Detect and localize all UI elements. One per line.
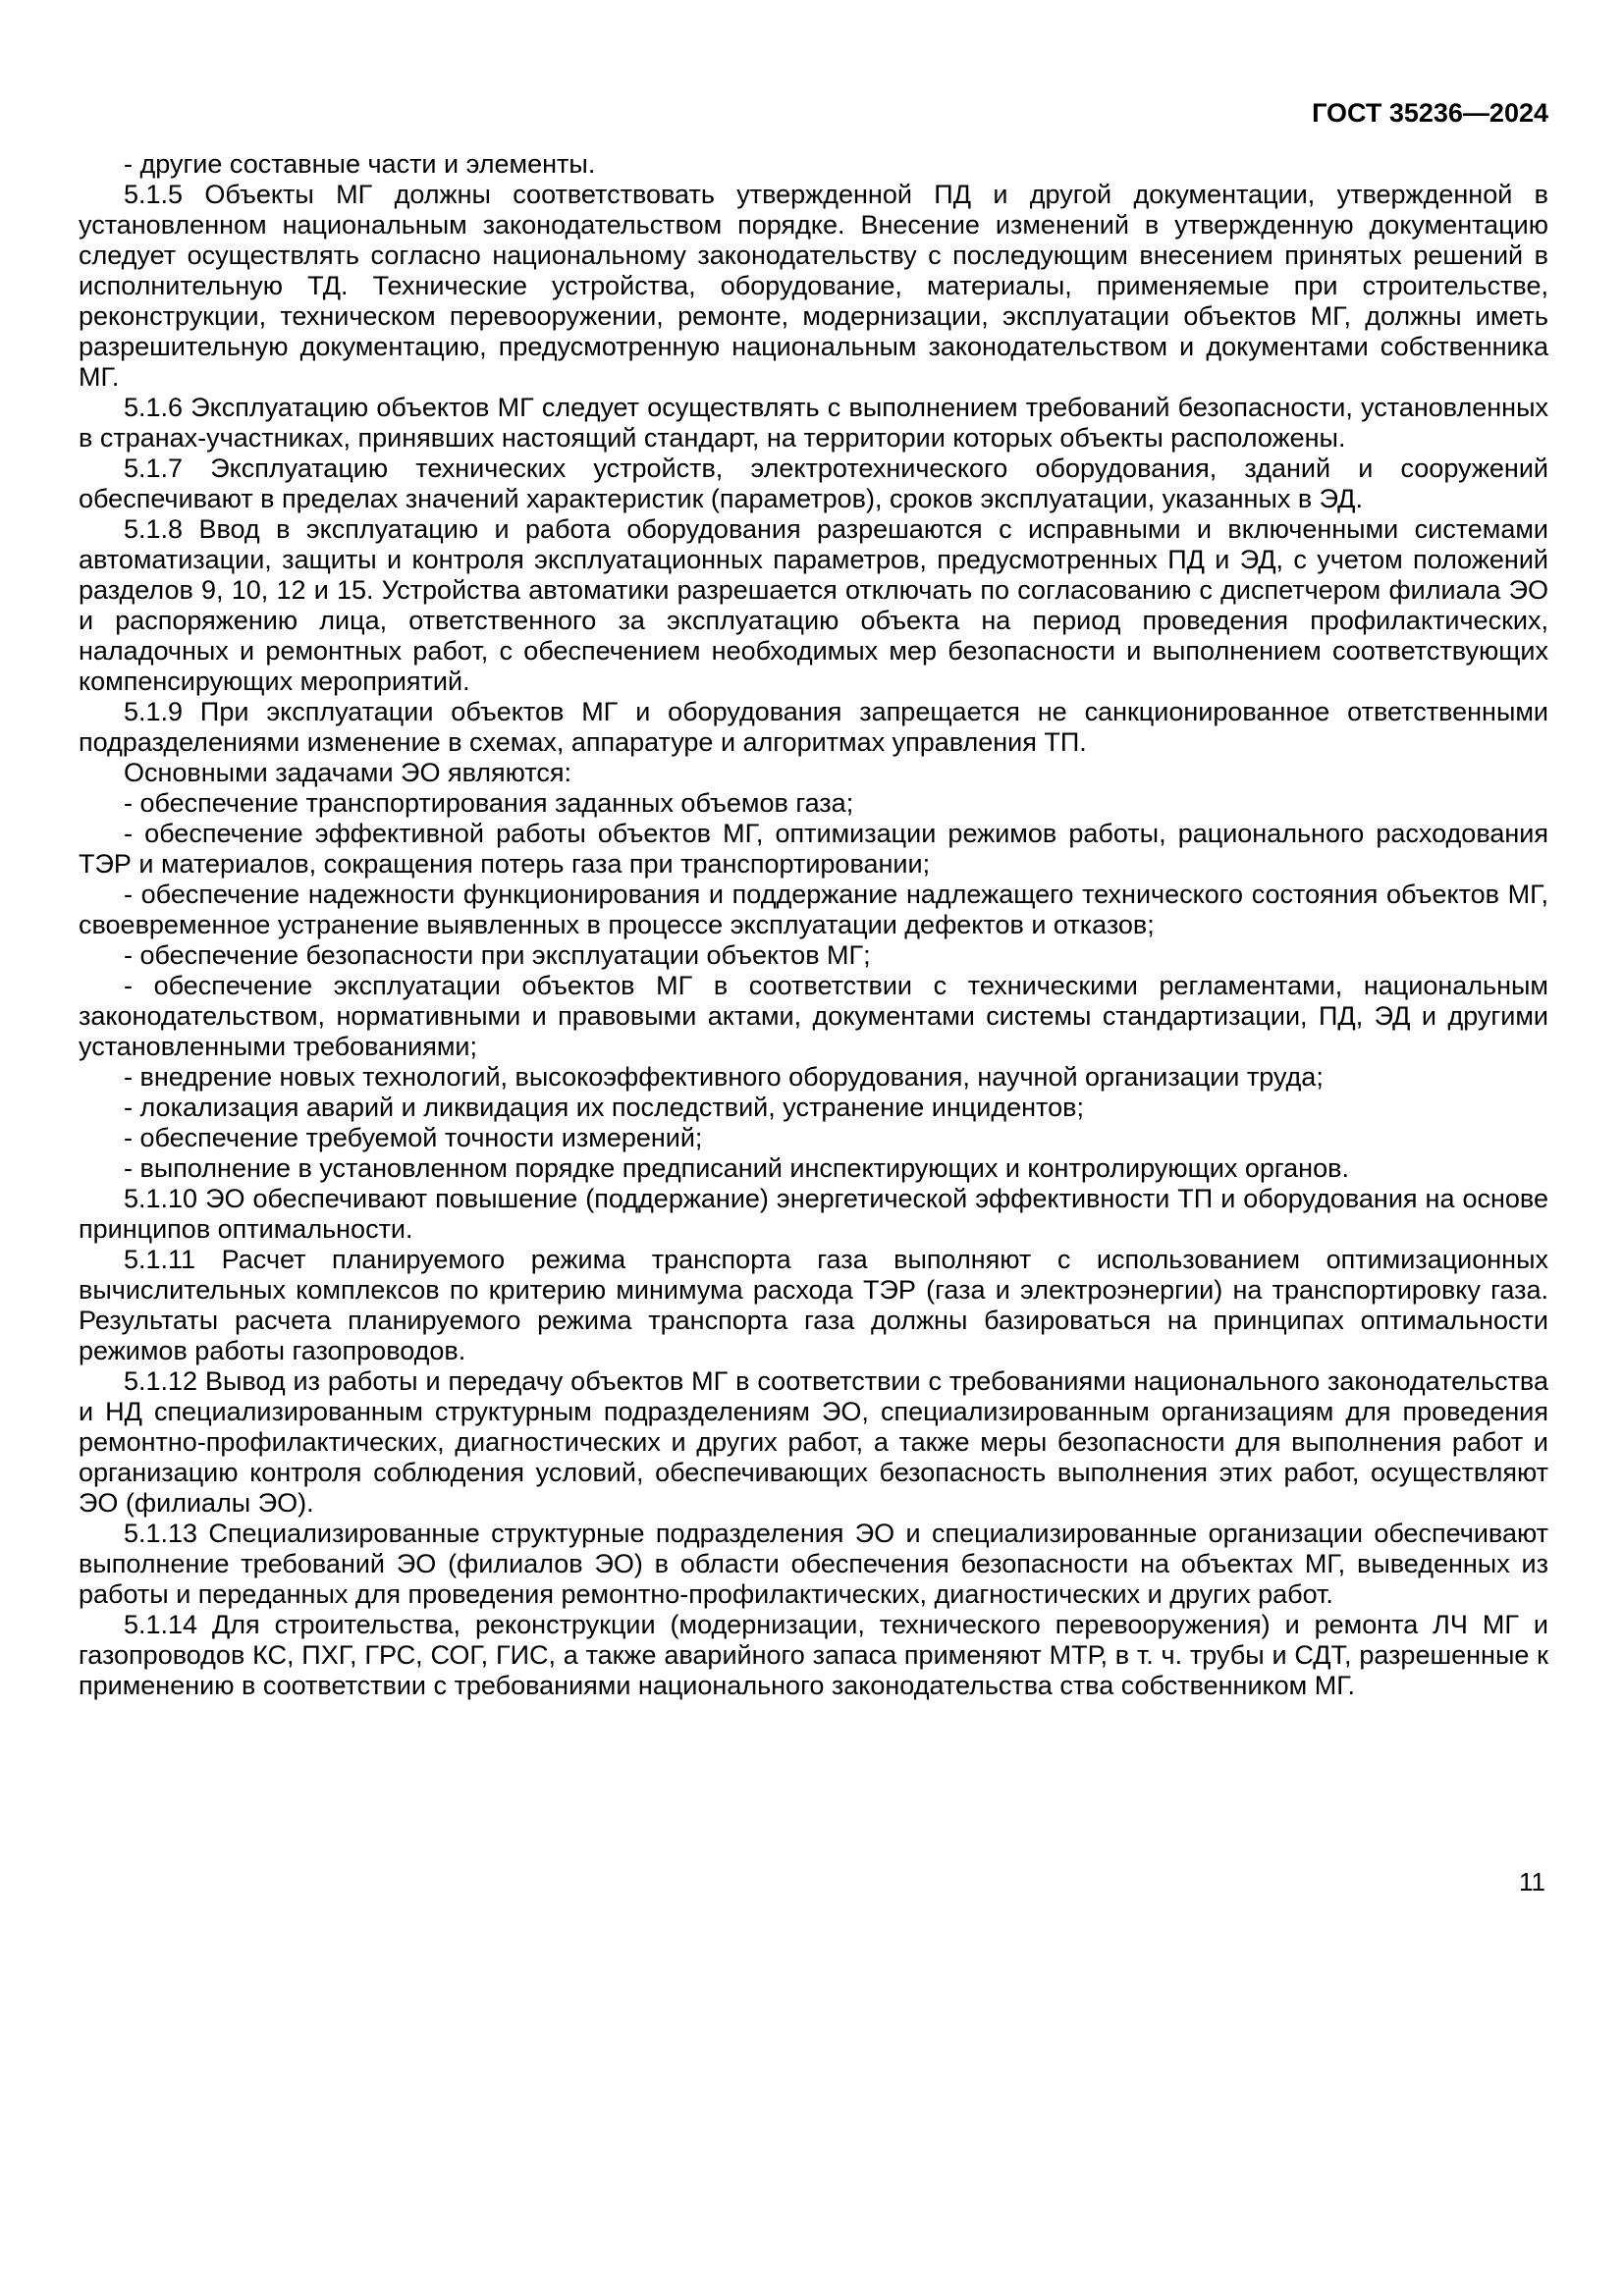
list-item: - обеспечение требуемой точности измерений; bbox=[124, 1123, 703, 1152]
list-item: - обеспечение надежности функционирования и поддержание надлежащего технического состояния объектов МГ, своевременное устранение выявленных в процессе эксплуатации дефектов и отказов; bbox=[79, 880, 1548, 939]
paragraph: 5.1.11 Расчет планируемого режима транспорта газа выполняют с использованием оптимизационных вычислительных комплексов по критерию минимума расхода ТЭР (газа и электроэнергии) на транспортировку газа. Результаты расчета планируемого режима транспорта газа должны базироваться на принципах оптимальности режимов работы газопроводов. bbox=[79, 1245, 1548, 1365]
paragraph: Основными задачами ЭО являются: bbox=[124, 758, 572, 787]
paragraph: 5.1.6 Эксплуатацию объектов МГ следует осуществлять с выполнением требований безопасности, установленных в странах-участниках, принявших настоящий стандарт, на территории которых объекты расположены. bbox=[79, 393, 1548, 453]
list-item: - внедрение новых технологий, высокоэффективного оборудования, научной организации труда; bbox=[124, 1062, 1324, 1092]
paragraph: 5.1.8 Ввод в эксплуатацию и работа оборудования разрешаются с исправными и включенными системами автоматизации, защиты и контроля эксплуатационных параметров, предусмотренных ПД и ЭД, с учетом положений разделов 9, 10, 12 и 15. Устройства автоматики разрешается отключать по согласованию с диспетчером филиала ЭО и распоряжению лица, ответственного за эксплуатацию объекта на период проведения профилактических, наладочных и ремонтных работ, с обеспечением необходимых мер безопасности и выполнением соответствующих компенсирующих мероприятий. bbox=[79, 514, 1548, 696]
page-number: 11 bbox=[1519, 1867, 1545, 1896]
paragraph: 5.1.10 ЭО обеспечивают повышение (поддержание) энергетической эффективности ТП и оборудования на основе принципов оптимальности. bbox=[79, 1184, 1548, 1244]
list-item: - выполнение в установленном порядке предписаний инспектирующих и контролирующих органов. bbox=[124, 1153, 1349, 1183]
document-body bbox=[79, 149, 1548, 1701]
list-item: - обеспечение эксплуатации объектов МГ в соответствии с техническими регламентами, национальным законодательством, нормативными и правовыми актами, документами системы стандартизации, ПД, ЭД и другими установленными требованиями; bbox=[79, 971, 1548, 1061]
list-item: - обеспечение безопасности при эксплуатации объектов МГ; bbox=[124, 940, 871, 970]
list-item: - обеспечение транспортирования заданных объемов газа; bbox=[124, 788, 854, 818]
paragraph: 5.1.5 Объекты МГ должны соответствовать утвержденной ПД и другой документации, утвержденной в установленном национальным законодательством порядке. Внесение изменений в утвержденную документацию следует осуществлять согласно национальному законодательству с последующим внесением принятых решений в исполнительную ТД. Технические устройства, оборудование, материалы, применяемые при строительстве, реконструкции, техническом перевооружении, ремонте, модернизации, эксплуатации объектов МГ, должны иметь разрешительную документацию, предусмотренную национальным законодательством и документами собственника МГ. bbox=[79, 180, 1548, 392]
list-item: - обеспечение эффективной работы объектов МГ, оптимизации режимов работы, рационального расходования ТЭР и материалов, сокращения потерь газа при транспортировании; bbox=[79, 819, 1548, 879]
paragraph: 5.1.12 Вывод из работы и передачу объектов МГ в соответствии с требованиями национального законодательства и НД специализированным структурным подразделениям ЭО, специализированным организациям для проведения ремонтно-профилактических, диагностических и других работ, а также меры безопасности для выполнения работ и организацию контроля соблюдения условий, обеспечивающих безопасность выполнения этих работ, осуществляют ЭО (филиалы ЭО). bbox=[79, 1366, 1548, 1518]
list-item: - локализация аварий и ликвидация их последствий, устранение инцидентов; bbox=[124, 1093, 1084, 1122]
paragraph: 5.1.14 Для строительства, реконструкции (модернизации, технического перевооружения) и ремонта ЛЧ МГ и газопроводов КС, ПХГ, ГРС, СОГ, ГИС, а также аварийного запаса применяют МТР, в т. ч. трубы и СДТ, разрешенные к применению в соответствии с требованиями национального законодательства ства собственником МГ. bbox=[79, 1610, 1548, 1700]
standard-number-header: ГОСТ 35236—2024 bbox=[1312, 98, 1548, 128]
paragraph: 5.1.13 Специализированные структурные подразделения ЭО и специализированные организации обеспечивают выполнение требований ЭО (филиалов ЭО) в области обеспечения безопасности на объектах МГ, выведенных из работы и переданных для проведения ремонтно-профилактических, диагностических и других работ. bbox=[79, 1519, 1548, 1609]
list-item: - другие составные части и элементы. bbox=[124, 149, 596, 179]
paragraph: 5.1.9 При эксплуатации объектов МГ и оборудования запрещается не санкционированное ответственными подразделениями изменение в схемах, аппаратуре и алгоритмах управления ТП. bbox=[79, 697, 1548, 757]
paragraph: 5.1.7 Эксплуатацию технических устройств, электротехнического оборудования, зданий и сооружений обеспечивают в пределах значений характеристик (параметров), сроков эксплуатации, указанных в ЭД. bbox=[79, 454, 1548, 513]
